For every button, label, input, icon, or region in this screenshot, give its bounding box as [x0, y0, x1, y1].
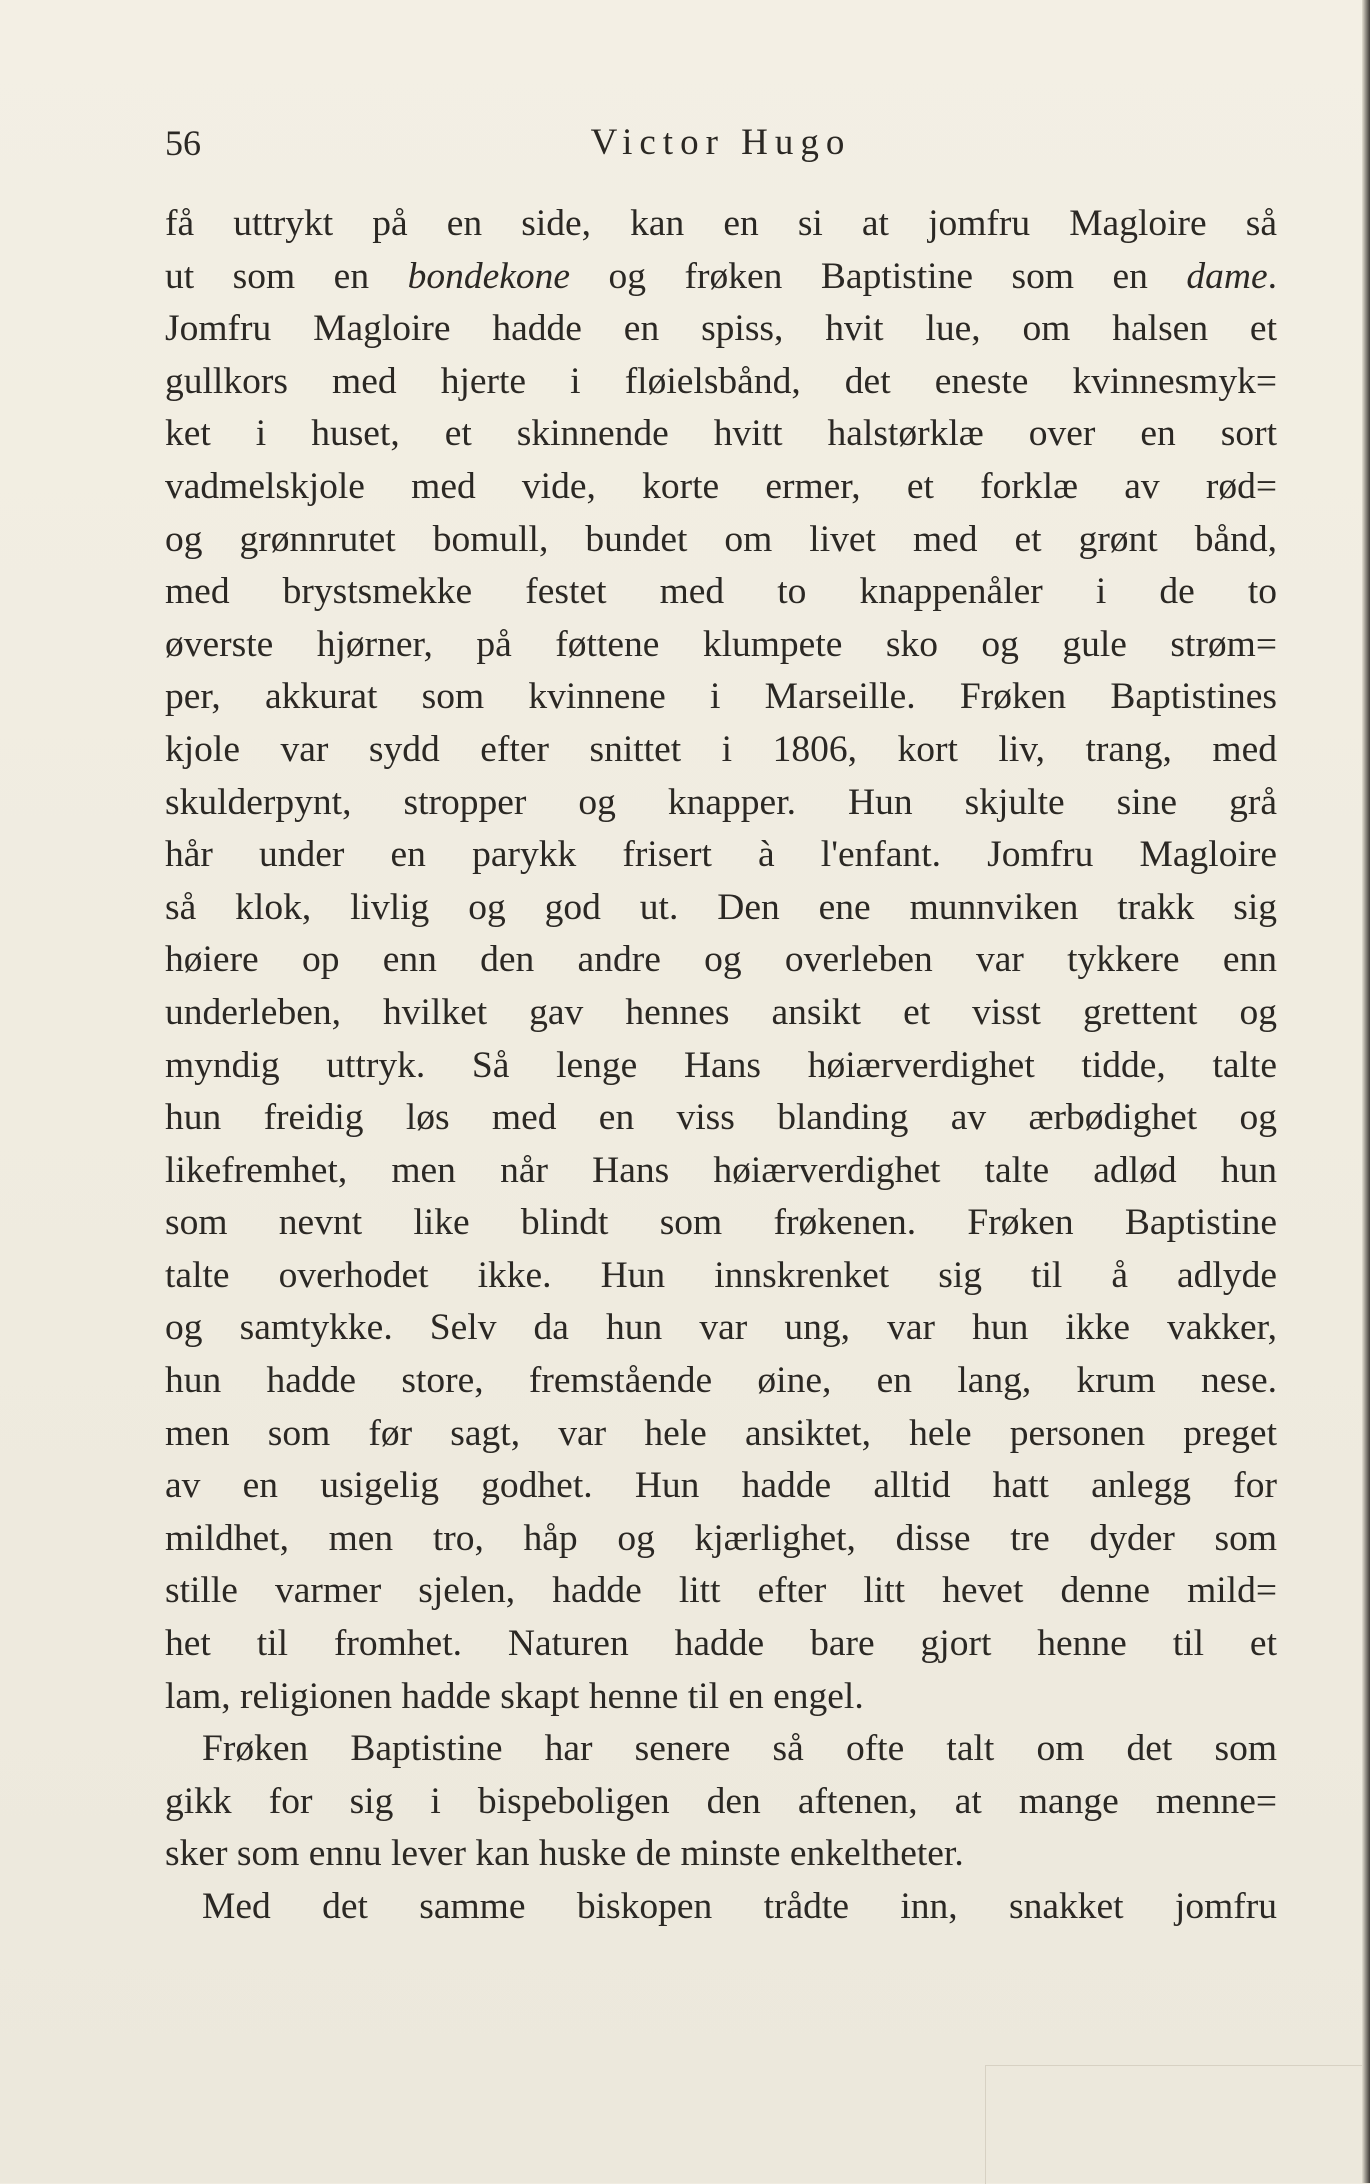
text-line: het til fromhet. Naturen hadde bare gjort henne til et [165, 1623, 1277, 1665]
text-line: Frøken Baptistine har senere så ofte talt om det som [202, 1728, 1277, 1770]
text-line: og samtykke. Selv da hun var ung, var hun ikke vakker, [165, 1307, 1277, 1349]
text-line: med brystsmekke festet med to knappenåler i de to [165, 571, 1277, 613]
text-line: talte overhodet ikke. Hun innskrenket sig til å adlyde [165, 1254, 1277, 1296]
text-line: Med det samme biskopen trådte inn, snakket jomfru [202, 1886, 1277, 1927]
text-line: hår under en parykk frisert à l'enfant. Jomfru Magloire [165, 834, 1277, 876]
text-line: gikk for sig i bispeboligen den aftenen, at mange menne= [165, 1780, 1277, 1822]
text-line: underleben, hvilket gav hennes ansikt et visst grettent og [165, 991, 1277, 1033]
body-text [165, 198, 1277, 1934]
text-line: vadmelskjole med vide, korte ermer, et forklæ av rød= [165, 465, 1277, 507]
text-line: skulderpynt, stropper og knapper. Hun skjulte sine grå [165, 781, 1277, 823]
text-line: per, akkurat som kvinnene i Marseille. Frøken Baptistines [165, 676, 1277, 718]
scan-corner-mark [985, 2065, 1363, 2184]
text-line: få uttrykt på en side, kan en si at jomfru Magloire så [165, 203, 1277, 244]
text-line: sker som ennu lever kan huske de minste enkeltheter. [165, 1833, 964, 1875]
text-line: Jomfru Magloire hadde en spiss, hvit lue, om halsen et [165, 308, 1277, 350]
page-header [165, 118, 1277, 168]
text-line: myndig uttryk. Så lenge Hans høiærverdighet tidde, talte [165, 1044, 1277, 1086]
text-line: stille varmer sjelen, hadde litt efter litt hevet denne mild= [165, 1570, 1277, 1612]
page-number: 56 [165, 123, 201, 163]
page-edge [1362, 0, 1370, 2183]
text-line: så klok, livlig og god ut. Den ene munnviken trakk sig [165, 886, 1277, 928]
text-line: kjole var sydd efter snittet i 1806, kort liv, trang, med [165, 728, 1277, 770]
text-line: hun hadde store, fremstående øine, en lang, krum nese. [165, 1360, 1277, 1402]
text-line: som nevnt like blindt som frøkenen. Frøken Baptistine [165, 1202, 1277, 1244]
text-line: høiere op enn den andre og overleben var tykkere enn [165, 939, 1277, 981]
text-line: ut som en bondekone og frøken Baptistine som en dame. [165, 255, 1277, 297]
text-line: og grønnrutet bomull, bundet om livet med et grønt bånd, [165, 518, 1277, 560]
text-line: av en usigelig godhet. Hun hadde alltid hatt anlegg for [165, 1465, 1277, 1507]
text-line: lam, religionen hadde skapt henne til en engel. [165, 1675, 864, 1717]
text-line: ket i huset, et skinnende hvitt halstørklæ over en sort [165, 413, 1277, 455]
text-line: gullkors med hjerte i fløielsbånd, det eneste kvinnesmyk= [165, 360, 1277, 402]
text-line: øverste hjørner, på føttene klumpete sko og gule strøm= [165, 623, 1277, 665]
running-title: Victor Hugo [590, 122, 852, 163]
text-line: mildhet, men tro, håp og kjærlighet, disse tre dyder som [165, 1517, 1277, 1559]
text-line: likefremhet, men når Hans høiærverdighet talte adlød hun [165, 1149, 1277, 1191]
text-line: men som før sagt, var hele ansiktet, hele personen preget [165, 1412, 1277, 1454]
text-line: hun freidig løs med en viss blanding av ærbødighet og [165, 1097, 1277, 1139]
